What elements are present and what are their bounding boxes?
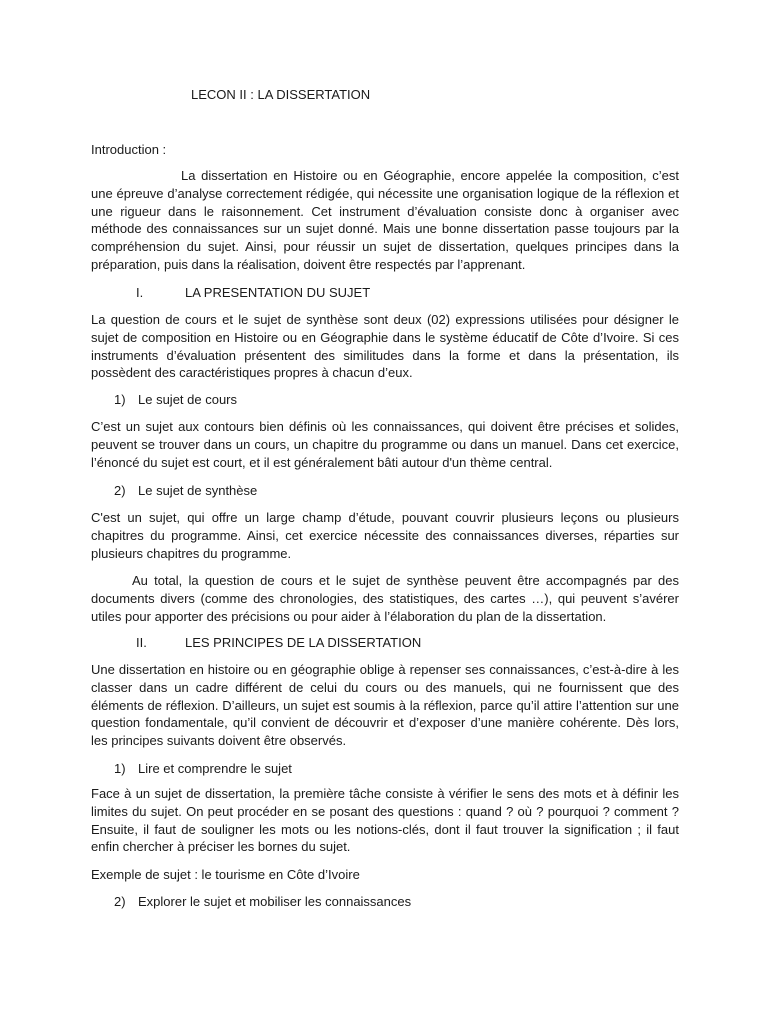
intro-paragraph: La dissertation en Histoire ou en Géographie, encore appelée la composition, c’est une épreuve d’analyse correctement rédigée, qui nécessite une organisation logique de la réflexion et une rigueur dans le raisonnement. Cet instrument d’évaluation consiste donc à organiser avec méthode des connaissances sur un sujet donné. Mais une bonne dissertation passe toujours par la compréhension du sujet. Ainsi, pour réussir un sujet de dissertation, quelques principes dans la préparation, puis dans la réalisation, doivent être respectés par l’apprenant.: [91, 168, 679, 272]
intro-heading: Introduction :: [91, 142, 167, 157]
subject-example: Exemple de sujet : le tourisme en Côte d’Ivoire: [91, 867, 360, 882]
section-1-sub-2-number: 2): [114, 483, 126, 498]
section-2-title: LES PRINCIPES DE LA DISSERTATION: [185, 635, 422, 650]
section-1-paragraph: La question de cours et le sujet de synthèse sont deux (02) expressions utilisées pour désigner le sujet de composition en Histoire ou en Géographie dans le système éducatif de Côte d’Ivoire. Si ces instruments d’évaluation présentent des similitudes dans la forme et dans la présentation, ils possèdent des caractéristiques propres à chacun d’eux.: [91, 312, 679, 381]
section-2-sub-2-number: 2): [114, 894, 126, 909]
section-1-title: LA PRESENTATION DU SUJET: [185, 285, 371, 300]
section-1-sub-1-number: 1): [114, 392, 126, 407]
section-2-sub-1-number: 1): [114, 761, 126, 776]
section-1-sub-1-title: Le sujet de cours: [138, 392, 238, 407]
section-1-sub-2-paragraph: C'est un sujet, qui offre un large champ d’étude, pouvant couvrir plusieurs leçons ou plusieurs chapitres du programme. Ainsi, cet exercice nécessite des connaissances diverses, réparties sur plusieurs chapitres du programme.: [91, 510, 679, 561]
section-1-number: I.: [136, 285, 144, 300]
section-1-sub-1-paragraph: C’est un sujet aux contours bien définis où les connaissances, qui doivent être précises et solides, peuvent se trouver dans un cours, un chapitre du programme ou dans un manuel. Dans cet exercice, l’énoncé du sujet est court, et il est généralement bâti autour d'un thème central.: [91, 419, 679, 470]
section-2-sub-1-paragraph: Face à un sujet de dissertation, la première tâche consiste à vérifier le sens des mots et à définir les limites du sujet. On peut procéder en se posant des questions : quand ? où ? pourquoi ? comment ? Ensuite, il faut de souligner les mots ou les notions-clés, dont il faut trouver la signification ; il faut enfin chercher à préciser les bornes du sujet.: [91, 786, 679, 855]
lesson-title: LECON II : LA DISSERTATION: [191, 87, 371, 102]
section-1-sub-2-title: Le sujet de synthèse: [138, 483, 258, 498]
section-2-sub-1-title: Lire et comprendre le sujet: [138, 761, 292, 776]
section-1-conclusion: Au total, la question de cours et le sujet de synthèse peuvent être accompagnés par des documents divers (comme des chronologies, des statistiques, des cartes …), qui peuvent s’avérer utiles pour apporter des précisions ou pour aider à l’élaboration du plan de la dissertation.: [91, 573, 679, 624]
section-2-number: II.: [136, 635, 147, 650]
section-2-paragraph: Une dissertation en histoire ou en géographie oblige à repenser ses connaissances, c’est-à-dire à les classer dans un cadre différent de celui du cours ou des manuels, qui ne fournissent que des éléments de réflexion. D’ailleurs, un sujet est soumis à la réflexion, parce qu’il attire l’attention sur une question fondamentale, qu’il convient de découvrir et d’exposer d’une manière cohérente. Dès lors, les principes suivants doivent être observés.: [91, 662, 679, 749]
section-2-sub-2-title: Explorer le sujet et mobiliser les connaissances: [138, 894, 412, 909]
